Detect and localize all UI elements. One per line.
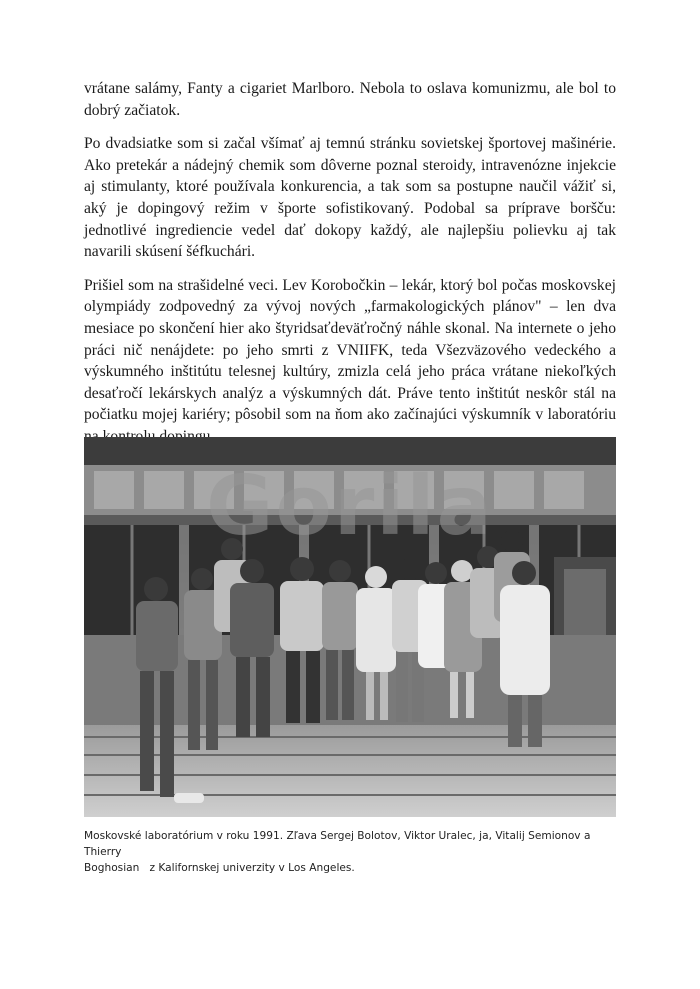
paragraph-3: Prišiel som na strašidelné veci. Lev Korobočkin – lekár, ktorý bol počas moskovskej olympiády zodpovedný za vývoj nových „farmakologických plánov" – len dva mesiace po skončení hier ako štyridsaťdeväťročný náhle skonal. Na internete o jeho práci nič nenájdete: po jeho smrti z VNIIFK, teda Všezväzového vedeckého a výskumného inštitútu telesnej kultúry, zmizla celá jeho práca vrátane niekoľkých desaťročí lekárskych analýz a výskumných dát. Práve tento inštitút neskôr stál na počiatku mojej kariéry; pôsobil som na ňom ako začínajúci výskumník v laboratóriu: [84, 276, 616, 424]
caption-line-1: Moskovské laboratórium v roku 1991. Zľava Sergej Bolotov, Viktor Uralec, ja, Vitalij Semionov a Thierry: [84, 830, 591, 858]
caption-line-2: Boghosian z Kalifornskej univerzity v Los Angeles.: [84, 862, 355, 874]
gorila-watermark: Gorila: [206, 459, 494, 554]
photo-caption: [84, 828, 616, 876]
paragraph-1: vrátane salámy, Fanty a cigariet Marlboro. Nebola to oslava komunizmu, ale bol to dobrý začiatok.: [84, 80, 616, 119]
paragraph-2: Po dvadsiatke som si začal všímať aj temnú stránku sovietskej športovej mašinérie. Ako pretekár a nádejný chemik som dôverne poznal steroidy, intravenózne injekcie aj stimulanty, ktoré používala konkurencia, a tak som sa postupne naučil vážiť si, aký je dopingový režim v športe sofistikovaný. Podobal sa príprave boršču: jednotlivé ingrediencie vedel dať dokopy každý, ale najlepšiu polievku aj tak navarili skúsení šéfkuchári.: [84, 135, 616, 261]
article-body: [84, 78, 616, 460]
group-photo: [84, 437, 616, 817]
